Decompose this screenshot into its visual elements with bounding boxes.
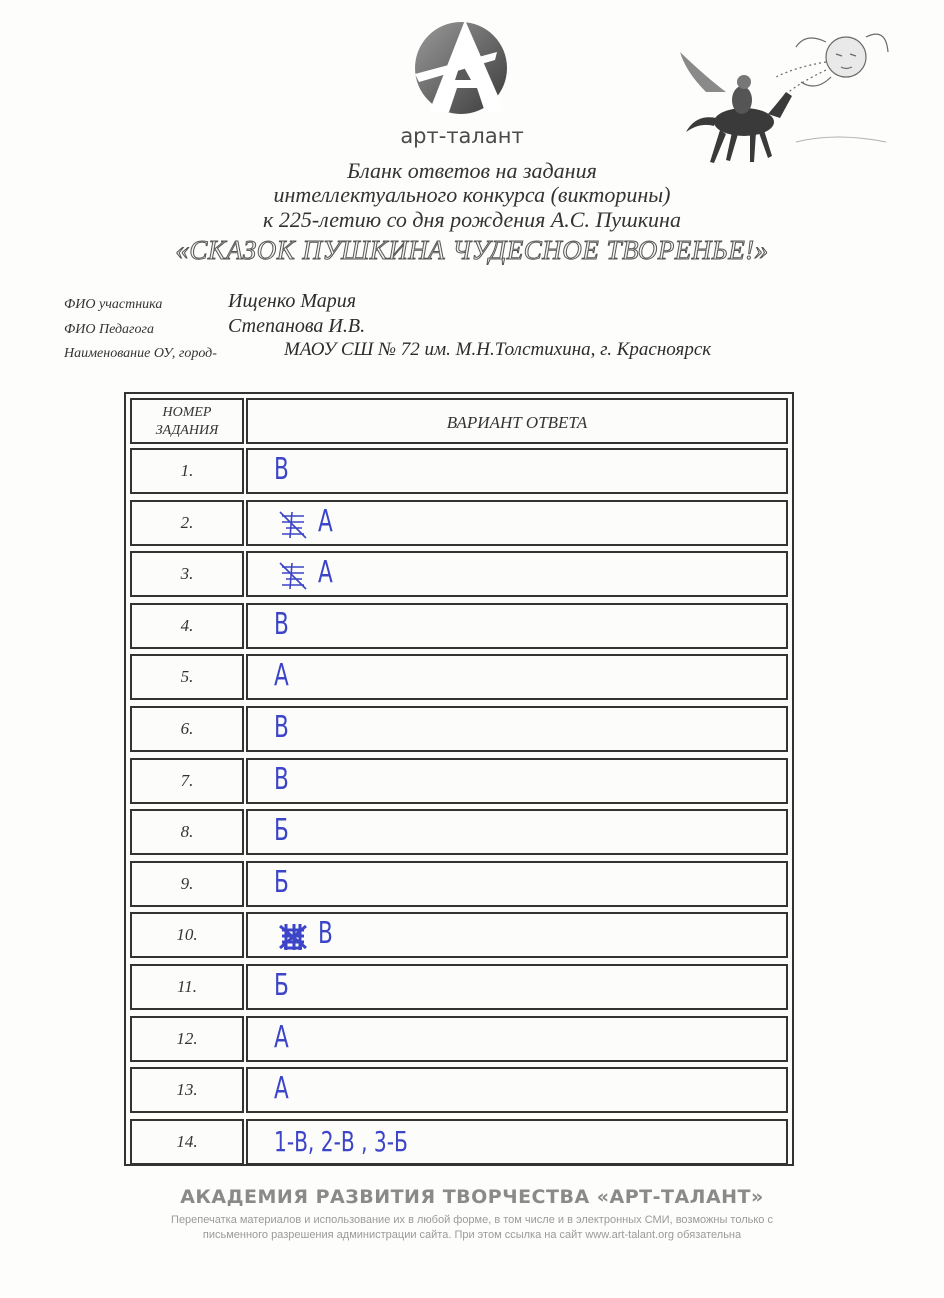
contest-title: «СКАЗОК ПУШКИНА ЧУДЕСНОЕ ТВОРЕНЬЕ!»: [175, 235, 769, 265]
task-number: 14.: [130, 1119, 244, 1165]
horse-rider-illustration-icon: [676, 22, 892, 172]
answer-cell: [246, 1067, 788, 1113]
answer-cell: [246, 500, 788, 546]
answer-cell: [246, 1016, 788, 1062]
footer-note-line-2: письменного разрешения администрации сайта. При этом ссылка на сайт www.art-talant.org обязательна: [202, 1229, 742, 1241]
handwritten-answer: Б: [274, 865, 289, 900]
handwritten-answer: Б: [274, 813, 289, 848]
handwritten-answer: В: [274, 452, 289, 487]
answer-cell: [246, 654, 788, 700]
task-number: 7.: [130, 758, 244, 804]
task-number: 8.: [130, 809, 244, 855]
school-label: Наименование ОУ, город-: [64, 346, 217, 361]
task-number: 13.: [130, 1067, 244, 1113]
answer-cell: [246, 448, 788, 494]
school-value: МАОУ СШ № 72 им. М.Н.Толстихина, г. Красноярск: [284, 339, 712, 360]
form-title-line-2: интеллектуального конкурса (викторины): [273, 182, 671, 207]
answer-cell: [246, 706, 788, 752]
form-title-line-3: к 225-летию со дня рождения А.С. Пушкина: [263, 207, 681, 232]
footer-title: АКАДЕМИЯ РАЗВИТИЯ ТВОРЧЕСТВА «АРТ-ТАЛАНТ»: [180, 1186, 764, 1208]
handwritten-answer: В: [274, 710, 289, 745]
task-number: 1.: [130, 448, 244, 494]
number-column-header: НОМЕР ЗАДАНИЯ: [130, 398, 244, 444]
answer-cell: [246, 912, 788, 958]
answer-cell: [246, 551, 788, 597]
handwritten-answer: А: [274, 1071, 289, 1106]
answer-column-header: ВАРИАНТ ОТВЕТА: [246, 398, 788, 444]
task-number: 6.: [130, 706, 244, 752]
handwritten-answer: А: [274, 658, 289, 693]
participant-name-label: ФИО участника: [64, 297, 163, 312]
handwritten-answer: А: [274, 1020, 289, 1055]
handwritten-answer: А: [318, 504, 333, 539]
footer-note-line-1: Перепечатка материалов и использование их в любой форме, в том числе и в электронных СМИ, возможны только с: [171, 1214, 773, 1226]
answer-cell: [246, 809, 788, 855]
task-number: 12.: [130, 1016, 244, 1062]
crossed-out-mark-icon: [276, 920, 312, 954]
handwritten-answer: В: [274, 607, 289, 642]
handwritten-answer: 1-В, 2-В , 3-Б: [274, 1125, 408, 1158]
answer-cell: [246, 861, 788, 907]
task-number: 3.: [130, 551, 244, 597]
handwritten-answer: А: [318, 555, 333, 590]
task-number: 10.: [130, 912, 244, 958]
task-number: 2.: [130, 500, 244, 546]
crossed-out-mark-icon: [276, 508, 312, 542]
answer-cell: [246, 964, 788, 1010]
answer-cell: [246, 603, 788, 649]
answer-table: [124, 392, 794, 1166]
handwritten-answer: В: [274, 762, 289, 797]
crossed-out-mark-icon: [276, 559, 312, 593]
teacher-name-value: Степанова И.В.: [228, 315, 366, 337]
task-number: 4.: [130, 603, 244, 649]
answer-cell: [246, 758, 788, 804]
task-number: 5.: [130, 654, 244, 700]
teacher-name-label: ФИО Педагога: [64, 322, 154, 337]
handwritten-answer: Б: [274, 968, 289, 1003]
task-number: 9.: [130, 861, 244, 907]
art-talant-logo-icon: [405, 12, 517, 122]
task-number: 11.: [130, 964, 244, 1010]
participant-name-value: Ищенко Мария: [228, 290, 357, 312]
brand-name: арт-талант: [400, 124, 524, 148]
answer-cell: [246, 1119, 788, 1165]
handwritten-answer: В: [318, 916, 333, 951]
form-title-line-1: Бланк ответов на задания: [347, 158, 597, 183]
